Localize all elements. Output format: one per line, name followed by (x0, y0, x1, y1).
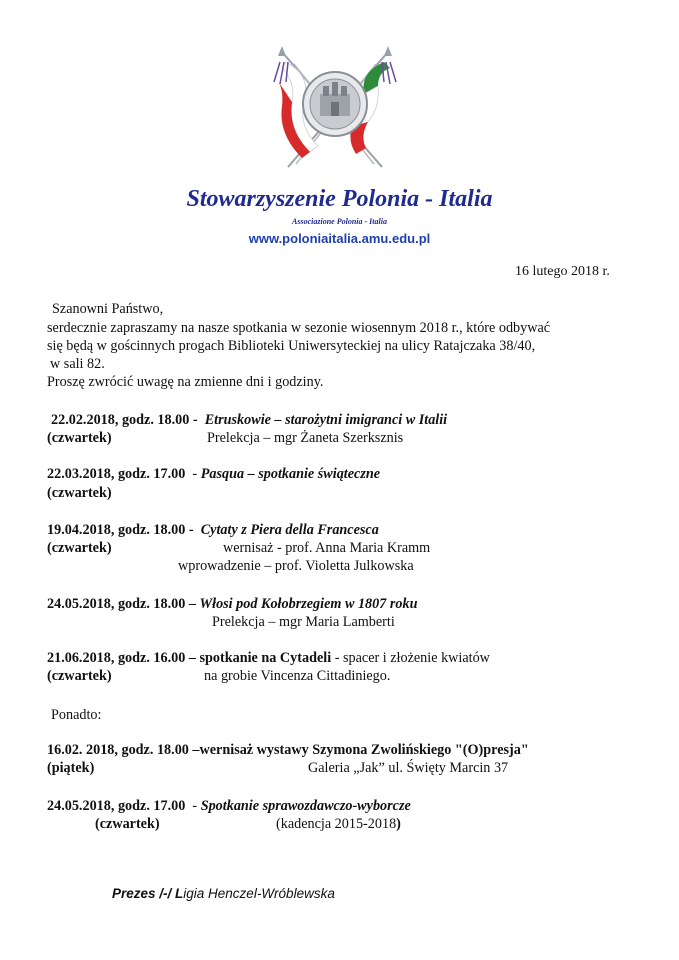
term-text: (kadencja 2015-2018 (276, 816, 397, 832)
event-heading (47, 521, 379, 539)
event-date: 22.03.2018, godz. 17.00 (47, 466, 186, 482)
intro-line: Proszę zwrócić uwagę na zmienne dni i godziny. (47, 374, 324, 390)
event-note (276, 815, 401, 833)
additional-event-heading (47, 797, 411, 815)
event-title: Pasqua – spotkanie świąteczne (200, 466, 381, 482)
event-heading (47, 649, 490, 667)
event-note: na grobie Vincenza Cittadiniego. (204, 668, 391, 684)
event-title: Etruskowie – starożytni imigranci w Italii (204, 412, 448, 428)
event-day: (czwartek) (47, 668, 112, 684)
event-day: (czwartek) (95, 816, 160, 832)
signature (112, 886, 335, 901)
intro-line: się będą w gościnnych progach Biblioteki Uniwersyteckiej na ulicy Ratajczaka 38/40, (47, 338, 536, 354)
event-heading (47, 465, 380, 483)
intro-line: serdecznie zapraszamy na nasze spotkania w sezonie wiosennym 2018 r., które odbywać (47, 320, 551, 336)
event-note: Prelekcja – mgr Żaneta Szerksznis (207, 430, 404, 446)
event-note: wprowadzenie – prof. Violetta Julkowska (178, 558, 414, 574)
event-day: (czwartek) (47, 540, 112, 556)
website-link[interactable]: www.poloniaitalia.amu.edu.pl (248, 231, 431, 246)
event-note: Prelekcja – mgr Maria Lamberti (212, 614, 395, 630)
event-separator: - (192, 466, 198, 482)
event-date: 19.04.2018, godz. 18.00 - (47, 522, 194, 538)
event-day: (czwartek) (47, 485, 112, 501)
event-title: Spotkanie sprawozdawczo-wyborcze (200, 798, 411, 814)
intro-line: w sali 82. (50, 356, 105, 372)
signature-prefix: Prezes /-/ (112, 886, 176, 901)
event-date: 22.02.2018, godz. 18.00 - (51, 412, 198, 428)
event-note: Galeria „Jak” ul. Święty Marcin 37 (308, 760, 509, 776)
organization-title: Stowarzyszenie Polonia - Italia (186, 186, 493, 212)
event-date: 24.05.2018, godz. 18.00 – (47, 596, 196, 612)
signature-initial: L (175, 886, 184, 901)
event-separator: - (192, 798, 198, 814)
event-description: - spacer i złożenie kwiatów (334, 650, 490, 666)
term-end: ) (396, 816, 401, 832)
event-day: (piątek) (47, 760, 95, 776)
signature-name: igia Henczel-Wróblewska (183, 886, 335, 901)
event-title: Włosi pod Kołobrzegiem w 1807 roku (199, 596, 418, 612)
letter-date: 16 lutego 2018 r. (515, 264, 610, 279)
event-note: wernisaż - prof. Anna Maria Kramm (223, 540, 431, 556)
greeting: Szanowni Państwo, (52, 301, 164, 317)
event-date: 21.06.2018, godz. 16.00 – spotkanie na Cytadeli (47, 650, 332, 666)
event-day: (czwartek) (47, 430, 112, 446)
event-date: 24.05.2018, godz. 17.00 (47, 798, 186, 814)
association-logo (252, 42, 418, 172)
additional-event-heading: 16.02. 2018, godz. 18.00 –wernisaż wystawy Szymona Zwolińskiego "(O)presja" (47, 742, 529, 758)
event-title: Cytaty z Piera della Francesca (200, 522, 379, 538)
event-heading (51, 411, 447, 429)
additional-label: Ponadto: (51, 707, 102, 723)
event-heading (47, 595, 417, 613)
organization-subtitle: Associazione Polonia - Italia (292, 217, 387, 226)
